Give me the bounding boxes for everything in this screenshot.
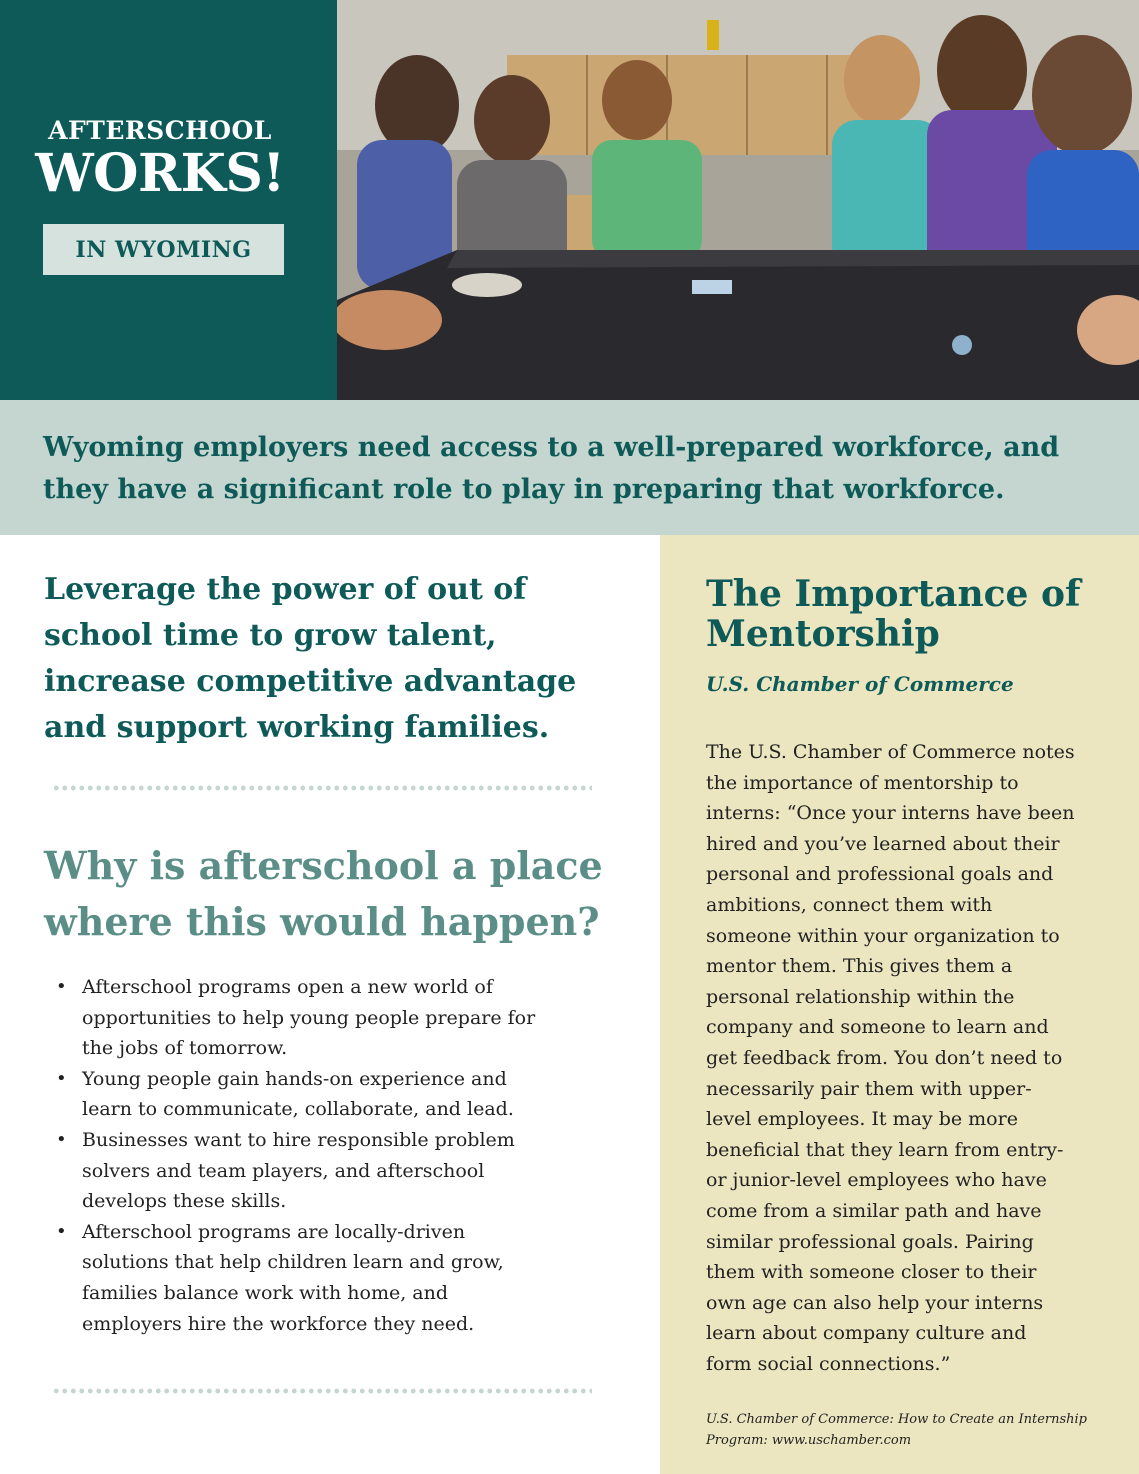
intro-banner	[0, 400, 1139, 535]
bullet-icon: •	[56, 976, 67, 997]
state-label: IN WYOMING	[43, 224, 284, 275]
dotted-divider-bottom	[52, 1388, 592, 1394]
why-heading: Why is afterschool a place where this would happen?	[44, 843, 603, 944]
list-item-text: Businesses want to hire responsible problem solvers and team players, and afterschool develops these skills.	[82, 1128, 515, 1213]
list-item-text: Afterschool programs open a new world of opportunities to help young people prepare for the jobs of tomorrow.	[82, 976, 536, 1060]
bullet-icon: •	[56, 1128, 67, 1150]
bullet-icon: •	[56, 1220, 67, 1242]
brand-works: WORKS!	[35, 143, 285, 204]
brand-afterschool: AFTERSCHOOL	[48, 116, 272, 145]
brand-panel	[0, 0, 337, 400]
sidebar-title: The Importance of Mentorship	[706, 573, 1081, 655]
list-item	[44, 1064, 544, 1125]
hero-photo	[337, 0, 1139, 400]
list-item-text: Afterschool programs are locally-driven solutions that help children learn and grow, families balance work with home, and employers hire the workforce they need.	[82, 1220, 504, 1335]
bullet-icon: •	[56, 1067, 67, 1089]
benefits-list	[44, 972, 544, 1339]
list-item-text: Young people gain hands-on experience and learn to communicate, collaborate, and lead.	[82, 1067, 514, 1121]
lead-statement: Leverage the power of out of school time to grow talent, increase competitive advantage and support working families.	[44, 572, 577, 745]
list-item	[44, 1217, 544, 1339]
dotted-divider-top	[52, 785, 592, 791]
sidebar-citation: U.S. Chamber of Commerce: How to Create an Internship Program: www.uschamber.com	[706, 1412, 1088, 1448]
students-at-table-photo	[337, 0, 1139, 400]
main-column	[0, 535, 660, 1474]
mentorship-sidebar	[660, 535, 1139, 1474]
list-item	[44, 1125, 544, 1217]
sidebar-body: The U.S. Chamber of Commerce notes the importance of mentorship to interns: “Once your interns have been hired and you’ve learned about their personal and professional goals and ambitions, connect them with someone within your organization to mentor them. This gives them a personal relationship within the company and someone to learn and get feedback from. You don’t need to necessarily pair them with upper-level employees. It may be more beneficial that they learn from entry- or junior-level employees who have come from a similar path and have similar professional goals. Pairing them with someone closer to their own age can also help your interns learn about company culture and form social connections.”	[706, 741, 1075, 1375]
list-item	[44, 972, 544, 1064]
intro-statement: Wyoming employers need access to a well-prepared workforce, and they have a significant role to play in preparing that workforce.	[43, 432, 1060, 505]
sidebar-source: U.S. Chamber of Commerce	[706, 672, 1014, 696]
hero-section	[0, 0, 1139, 400]
